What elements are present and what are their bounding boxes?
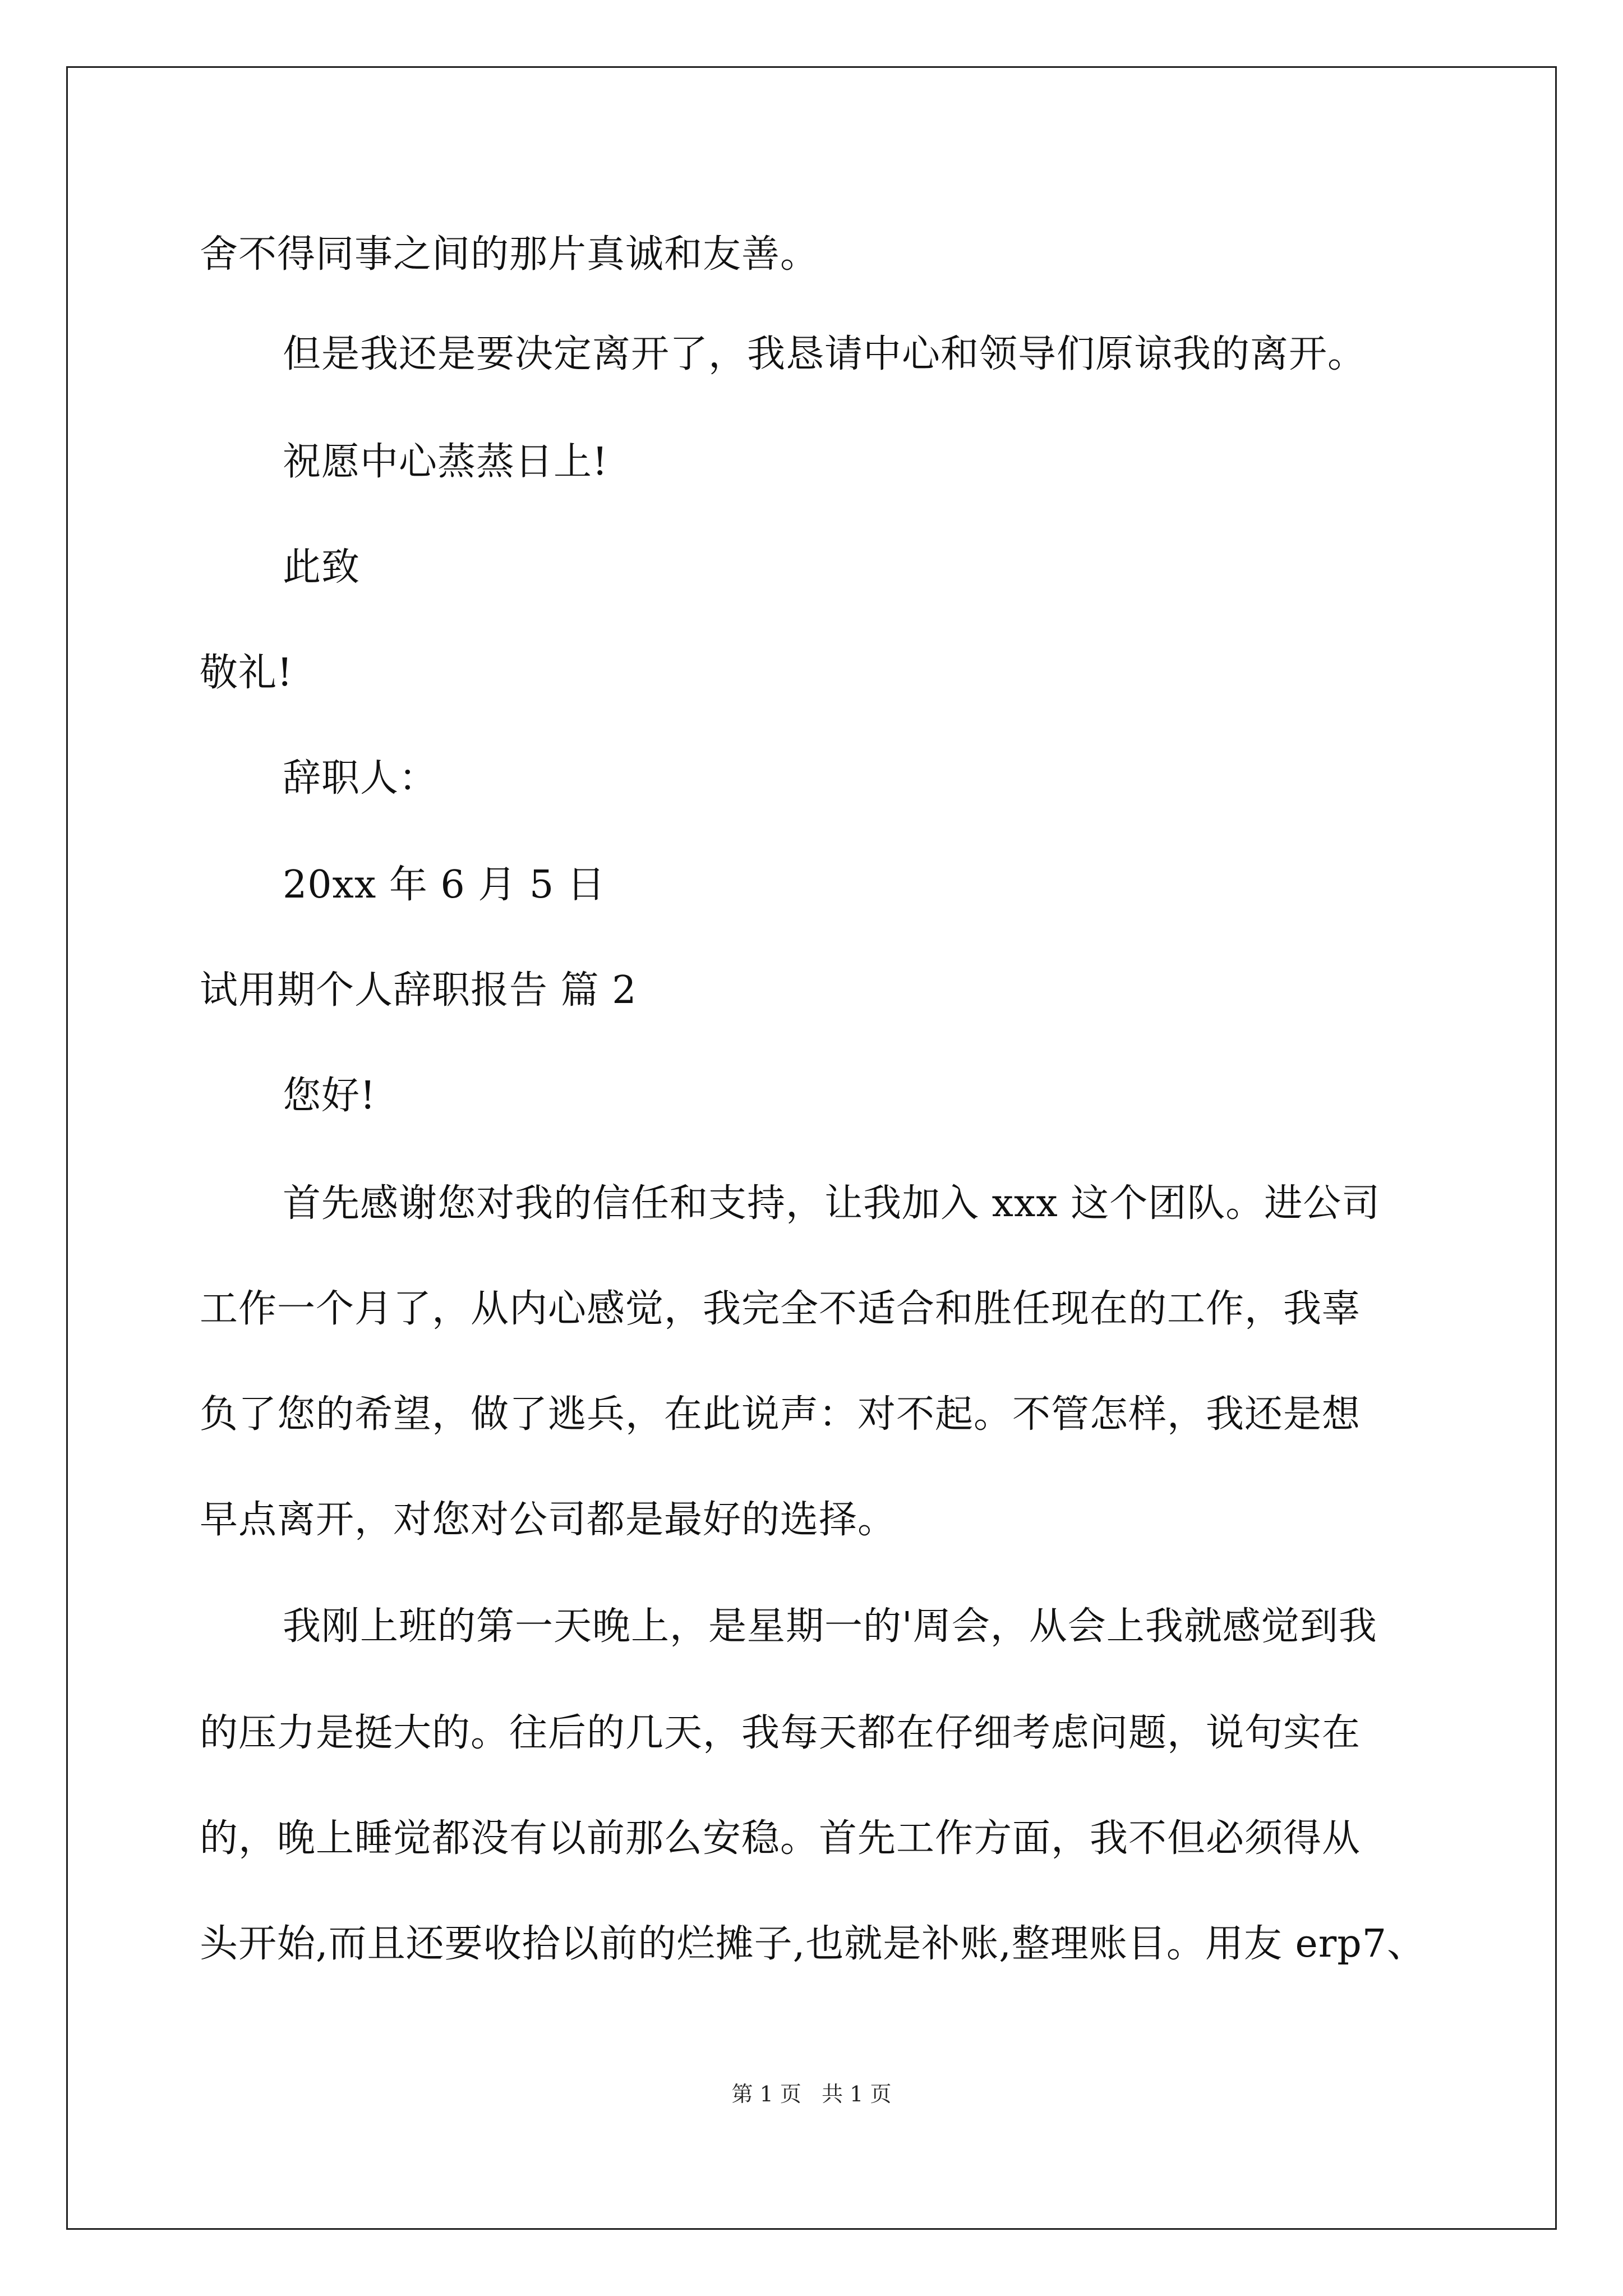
text-line: 负了您的希望，做了逃兵，在此说声：对不起。不管怎样，我还是想 (200, 1392, 1361, 1437)
text-line: 早点离开，对您对公司都是最好的选择。 (200, 1498, 897, 1542)
section-heading: 试用期个人辞职报告 篇 2 (200, 968, 637, 1013)
text-line: 辞职人： (283, 756, 438, 800)
text-line: 头开始,而且还要收拾以前的烂摊子,也就是补账,整理账目。用友 erp7、 (200, 1922, 1426, 1966)
text-line: 祝愿中心蒸蒸日上! (283, 440, 608, 484)
text-line: 您好! (283, 1074, 376, 1118)
text-line: 舍不得同事之间的那片真诚和友善。 (200, 232, 819, 277)
text-line: 首先感谢您对我的信任和支持，让我加入 xxx 这个团队。进公司 (283, 1181, 1381, 1226)
text-line: 20xx 年 6 月 5 日 (283, 863, 606, 907)
page-border (66, 66, 1557, 2230)
text-line: 的，晚上睡觉都没有以前那么安稳。首先工作方面，我不但必须得从 (200, 1816, 1361, 1861)
text-line: 的压力是挺大的。往后的几天，我每天都在仔细考虑问题，说句实在 (200, 1711, 1361, 1755)
text-line: 工作一个月了，从内心感觉，我完全不适合和胜任现在的工作，我辜 (200, 1287, 1361, 1331)
text-line: 但是我还是要决定离开了，我恳请中心和领导们原谅我的离开。 (283, 332, 1367, 376)
page-footer: 第 1 页 共 1 页 (731, 2082, 892, 2106)
text-line: 此致 (283, 545, 361, 590)
text-line: 敬礼! (200, 651, 293, 695)
text-line: 我刚上班的第一天晚上，是星期一的'周会，从会上我就感觉到我 (283, 1604, 1377, 1649)
